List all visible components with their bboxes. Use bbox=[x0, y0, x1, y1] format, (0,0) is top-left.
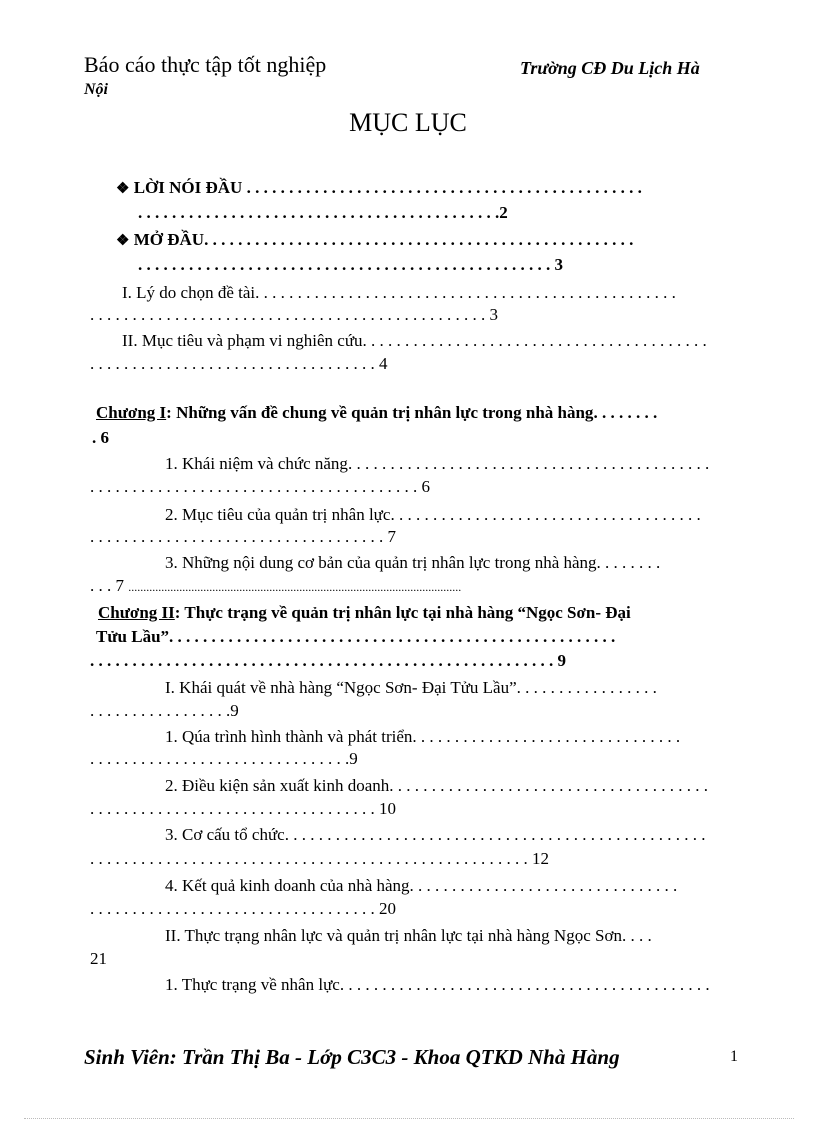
toc-page: 6 bbox=[421, 477, 430, 496]
toc-page: 10 bbox=[379, 799, 396, 818]
toc-page: 21 bbox=[90, 949, 107, 968]
toc-dots: . . . . . . . . . . . . . . . . . . . . . . . . . . . . . . . . . . . . . . . . . . . . . . . . . . . . . . . bbox=[90, 651, 554, 670]
toc-label: 1. Khái niệm và chức năng bbox=[165, 454, 348, 473]
toc-chapter-1-cont bbox=[92, 428, 109, 448]
toc-dots: . . . . . . . . . . . . . . . . . . . . . . . . . . . . . . . . . . . . . . . . . bbox=[362, 331, 707, 350]
toc-dots: . . . . . . . . bbox=[596, 553, 661, 572]
page-title: MỤC LỤC bbox=[349, 108, 467, 137]
toc-entry-thuc-trang-nhan-luc bbox=[165, 975, 710, 995]
toc-dots: . . . . . . . . . . . . . . . . . . . . . . . . . . . . . . . . . . . . . . . . . . . . bbox=[339, 975, 710, 994]
toc-page: 12 bbox=[532, 849, 549, 868]
toc-dots: . bbox=[92, 428, 97, 447]
toc-chapter-2 bbox=[98, 603, 631, 623]
toc-dots: . . . . . . . . . . . . . . . . . . . . . . . . . . . . . . . . . . . . . . . . . . . . . . . . . . bbox=[255, 283, 676, 302]
toc-entry-thuc-trang bbox=[165, 926, 652, 946]
chapter-label: Chương I bbox=[96, 403, 167, 422]
toc-entry-dieu-kien bbox=[165, 776, 708, 796]
toc-dots: . . . . . . . . . . . . . . . . . . . . . . . . . . . . . . . . bbox=[412, 727, 681, 746]
toc-dots: . . . . . . . . . . . . . . . . . bbox=[90, 701, 231, 720]
toc-trailing-dots: ............................................................................................................... bbox=[128, 580, 462, 594]
toc-page: 6 bbox=[100, 428, 109, 447]
toc-dots: . . . . . . . . . . . . . . . . . . . . . . . . . . . . . . . . . . . . . . . . . . . bbox=[347, 454, 710, 473]
toc-page: 4 bbox=[379, 354, 388, 373]
toc-dots: . . . . . . . . . . . . . . . . . . . . . . . . . . . . . . . . . . . bbox=[90, 527, 384, 546]
toc-entry-dieu-kien-cont bbox=[90, 799, 396, 819]
toc-dots: . . . . . . . . . . . . . . . . . . . . . . . . . . . . . . . . . . . . . . . . . . . . . . . bbox=[242, 178, 642, 197]
toc-entry-khai-quat-cont bbox=[90, 701, 239, 721]
toc-entry-muc-tieu bbox=[122, 331, 707, 351]
toc-dots: . . . . . . . . . . . . . . . . . . . . . . . . . . . . . . . . . . . . . bbox=[390, 505, 701, 524]
toc-dots: . . . . . . . . . . . . . . . . . . . . . . . . . . . . . . . . . . bbox=[90, 354, 375, 373]
header-left-line1: Báo cáo thực tập tốt nghiệp bbox=[84, 52, 327, 77]
toc-chapter-2-line2 bbox=[96, 627, 615, 647]
diamond-bullet-icon: ❖ bbox=[116, 233, 130, 249]
toc-dots: . . . . . . . . . . . . . . . . . . . . . . . . . . . . . . . bbox=[90, 749, 350, 768]
diamond-bullet-icon: ❖ bbox=[116, 181, 130, 197]
toc-entry-thuc-trang-cont bbox=[90, 949, 107, 969]
page-number: 1 bbox=[730, 1048, 738, 1065]
toc-dots: . . . . . . . . . . . . . . . . . . . . . . . . . . . . . . . . . . . . . . . bbox=[90, 477, 418, 496]
toc-label: MỞ ĐẦU bbox=[133, 230, 205, 249]
toc-label: 3. Cơ cấu tổ chức bbox=[165, 825, 285, 844]
toc-entry-muc-tieu-qtnl bbox=[165, 505, 701, 525]
header-left-line2: Nội bbox=[84, 81, 108, 98]
toc-entry-ly-do-cont bbox=[90, 305, 498, 325]
toc-dots: . . . . . . . . . . . . . . . . . . . . . . . . . . . . . . . . . . . . . . . . . . . . . . . . . . bbox=[284, 825, 706, 844]
toc-dots: . . . . . . . . . . . . . . . . . bbox=[516, 678, 657, 697]
toc-entry-loi-noi-dau-cont bbox=[138, 203, 508, 223]
toc-label: I. Lý do chọn đề tài bbox=[122, 283, 256, 302]
toc-page: 3 bbox=[554, 255, 563, 274]
toc-entry-qua-trinh bbox=[165, 727, 680, 747]
toc-entry-ly-do bbox=[122, 283, 676, 303]
toc-dots: . . . . . . . . . . . . . . . . . . . . . . . . . . . . . . . . . . . . . . . . . . . . . . . . . . . bbox=[204, 230, 634, 249]
toc-entry-mo-dau-cont bbox=[138, 255, 563, 275]
toc-entry-qua-trinh-cont bbox=[90, 749, 358, 769]
toc-dots: . . . . bbox=[621, 926, 652, 945]
toc-dots: . . . bbox=[90, 576, 112, 595]
toc-page: 3 bbox=[489, 305, 498, 324]
toc-page: 20 bbox=[379, 899, 396, 918]
toc-entry-khai-quat bbox=[165, 678, 657, 698]
toc-entry-muc-tieu-cont bbox=[90, 354, 388, 374]
toc-label: 2. Mục tiêu của quản trị nhân lực bbox=[165, 505, 391, 524]
toc-label: II. Thực trạng nhân lực và quản trị nhân lực tại nhà hàng Ngọc Sơn bbox=[165, 926, 622, 945]
toc-page: 9 bbox=[557, 651, 566, 670]
toc-dots: . . . . . . . . . . . . . . . . . . . . . . . . . . . . . . . . . . . . . . . . . . . bbox=[138, 203, 500, 222]
toc-dots: . . . . . . . . . . . . . . . . . . . . . . . . . . . . . . . . . . bbox=[90, 899, 375, 918]
toc-entry-ket-qua bbox=[165, 876, 677, 896]
toc-entry-muc-tieu-qtnl-cont bbox=[90, 527, 396, 547]
toc-entry-mo-dau bbox=[116, 230, 633, 250]
toc-dots: . . . . . . . . . . . . . . . . . . . . . . . . . . . . . . . . . . . . . . . . . . . . . . . . . . . . . bbox=[169, 627, 616, 646]
toc-dots: . . . . . . . . . . . . . . . . . . . . . . . . . . . . . . . . . . . . . . bbox=[389, 776, 709, 795]
toc-page: 7 bbox=[387, 527, 396, 546]
chapter-label: Chương II bbox=[98, 603, 175, 622]
toc-label: 2. Điều kiện sản xuất kinh doanh bbox=[165, 776, 390, 795]
toc-entry-noi-dung bbox=[165, 553, 660, 573]
toc-entry-loi-noi-dau bbox=[116, 178, 642, 198]
chapter-title-cont: Tửu Lầu” bbox=[96, 627, 170, 646]
footer-student-info: Sinh Viên: Trần Thị Ba - Lớp C3C3 - Khoa QTKD Nhà Hàng bbox=[84, 1045, 620, 1069]
toc-entry-co-cau bbox=[165, 825, 705, 845]
toc-entry-khai-niem-cont bbox=[90, 477, 430, 497]
toc-dots: . . . . . . . . bbox=[593, 403, 658, 422]
toc-entry-noi-dung-cont bbox=[90, 576, 461, 596]
toc-entry-ket-qua-cont bbox=[90, 899, 396, 919]
chapter-title: : Thực trạng về quản trị nhân lực tại nhà hàng “Ngọc Sơn- Đại bbox=[174, 603, 631, 622]
toc-chapter-2-cont bbox=[90, 651, 566, 671]
toc-label: 1. Qúa trình hình thành và phát triển bbox=[165, 727, 413, 746]
toc-page: 2 bbox=[499, 203, 508, 222]
toc-label: I. Khái quát về nhà hàng “Ngọc Sơn- Đại Tửu Lầu” bbox=[165, 678, 517, 697]
toc-label: 4. Kết quả kinh doanh của nhà hàng bbox=[165, 876, 410, 895]
toc-dots: . . . . . . . . . . . . . . . . . . . . . . . . . . . . . . . . . . . . . . . . . . . . . . . . . . . . bbox=[90, 849, 528, 868]
toc-label: II. Mục tiêu và phạm vi nghiên cứu bbox=[122, 331, 363, 350]
toc-dots: . . . . . . . . . . . . . . . . . . . . . . . . . . . . . . . . . . . . . . . . . . . . . . . bbox=[90, 305, 486, 324]
header-right: Trường CĐ Du Lịch Hà bbox=[520, 58, 700, 78]
toc-entry-co-cau-cont bbox=[90, 849, 549, 869]
toc-chapter-1 bbox=[96, 403, 657, 423]
toc-dots: . . . . . . . . . . . . . . . . . . . . . . . . . . . . . . . . . . bbox=[90, 799, 375, 818]
toc-label: 1. Thực trạng về nhân lực bbox=[165, 975, 340, 994]
toc-dots: . . . . . . . . . . . . . . . . . . . . . . . . . . . . . . . . bbox=[409, 876, 678, 895]
toc-label: 3. Những nội dung cơ bản của quản trị nhân lực trong nhà hàng bbox=[165, 553, 597, 572]
toc-page: 7 bbox=[115, 576, 124, 595]
chapter-title: : Những vấn đề chung về quản trị nhân lực trong nhà hàng bbox=[166, 403, 594, 422]
toc-label: LỜI NÓI ĐẦU bbox=[133, 178, 243, 197]
toc-page: 9 bbox=[349, 749, 358, 768]
toc-entry-khai-niem bbox=[165, 454, 709, 474]
toc-dots: . . . . . . . . . . . . . . . . . . . . . . . . . . . . . . . . . . . . . . . . . . . . . . . . . bbox=[138, 255, 551, 274]
toc-page: 9 bbox=[230, 701, 239, 720]
page-bottom-divider bbox=[24, 1118, 794, 1119]
